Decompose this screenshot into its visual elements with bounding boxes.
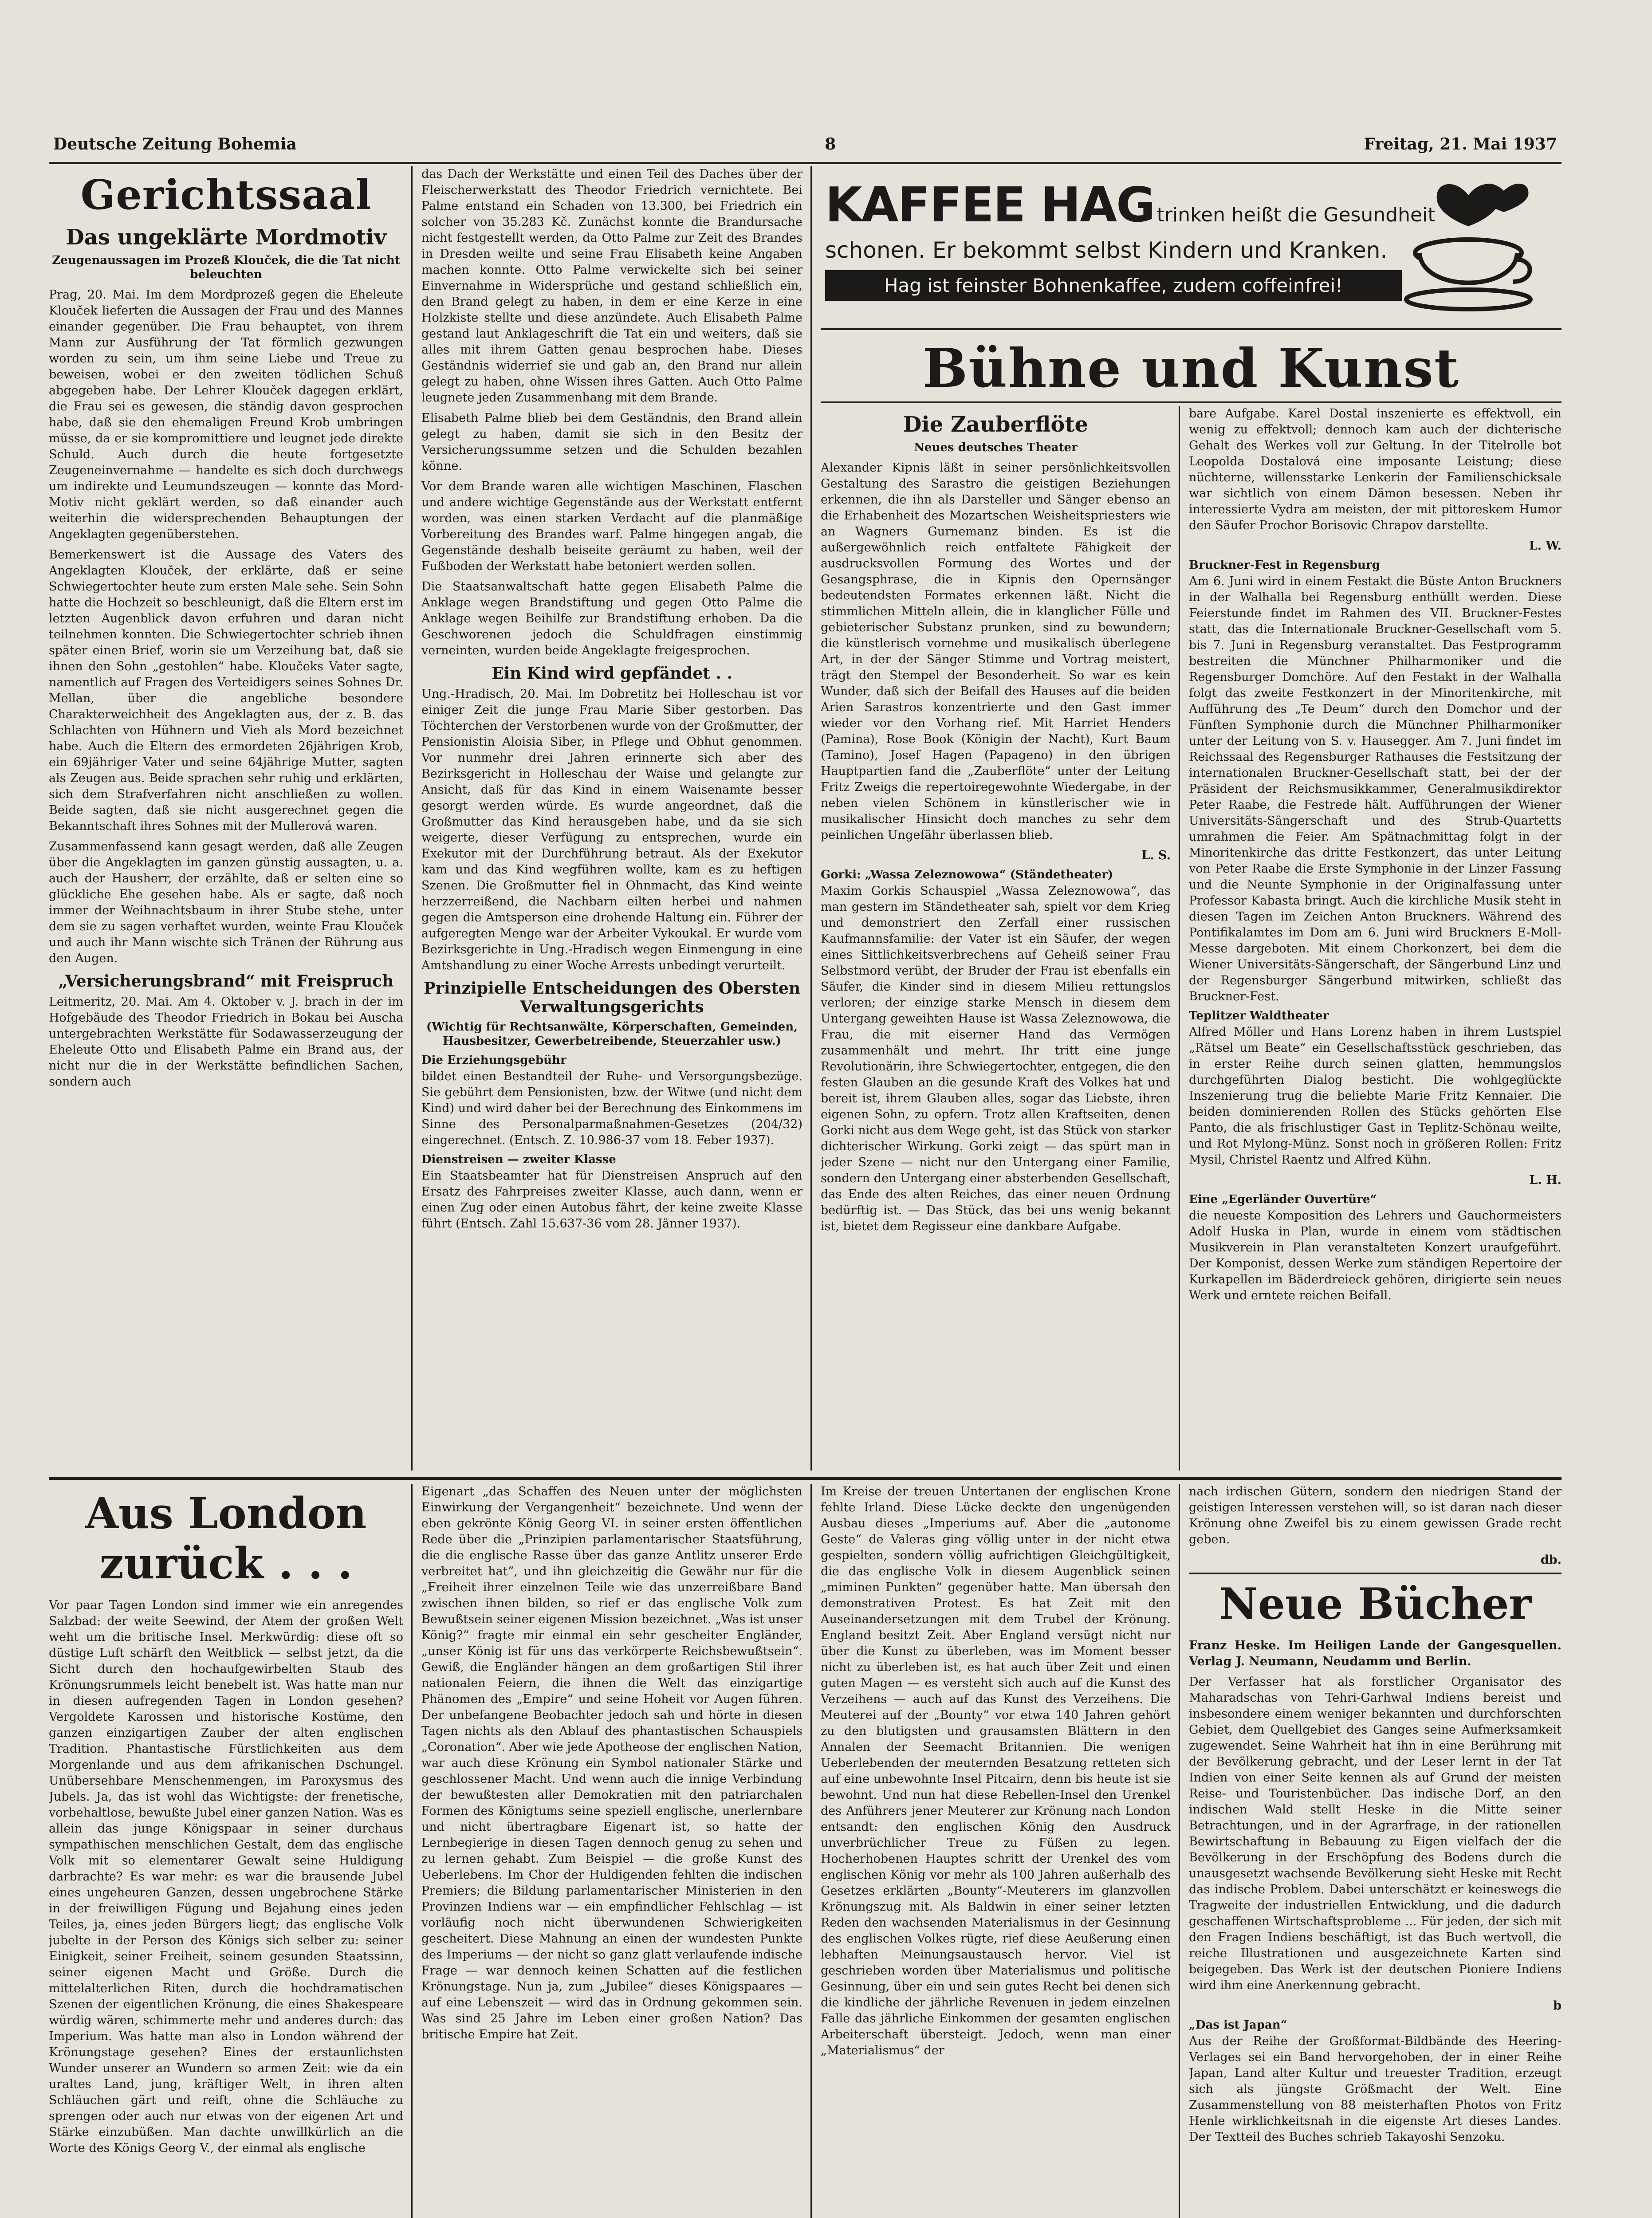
london-column-3 xyxy=(821,1484,1180,2218)
court-column-2 xyxy=(421,166,812,1471)
subsection-title: Bruckner-Fest in Regensburg xyxy=(1189,558,1380,572)
ad-brand: KAFFEE HAG xyxy=(825,177,1155,233)
london-column-1 xyxy=(49,1484,413,2218)
author-signature: b xyxy=(1553,1999,1562,2013)
lower-section-rule xyxy=(49,1477,1562,1480)
subsection-title: Die Erziehungsgebühr xyxy=(421,1054,566,1067)
article-paragraph: Ung.-Hradisch, 20. Mai. Im Dobretitz bei Holleschau ist vor einiger Zeit die junge Frau Marie Siber gestorben. Das Töchterchen der Verstorbenen wurde von der Großmutter, der Pensionistin Aloisia Siber, in Pflege und Obhut genommen. Vor nunmehr drei Jahren erinnerte sich aber des Bezirksgericht in Holleschau der Waise und gelangte zur Ansicht, daß für das Kind in einem Waisenamte besser gesorgt werden würde. Es wurde angeordnet, daß die Großmutter das Kind herausgeben habe, und da sie sich weigerte, dieser Verfügung zu entsprechen, wurde ein Exekutor mit der Durchführung betraut. Als der Exekutor kam und das Kind wegführen wollte, kam es zu heftigen Szenen. Die Großmutter fiel in Ohnmacht, das Kind weinte herzzerreißend, die Nachbarn eilten herbei und nahmen gegen die Amtsperson eine drohende Haltung ein. Führer der aufgeregten Menge war der Arbeiter Vykoukal. Er wurde vom Bezirksgerichte in Ung.-Hradisch wegen Einmengung in eine Amtshandlung zu einer Woche Arrests unbedingt verurteilt. xyxy=(421,687,802,972)
kaffee-hag-advertisement xyxy=(825,177,1557,324)
author-signature: L. H. xyxy=(1529,1173,1562,1187)
newspaper-name: Deutsche Zeitung Bohemia xyxy=(53,135,297,153)
article-paragraph: Maxim Gorkis Schauspiel „Wassa Zeleznowowa“, das man gestern im Ständetheater sah, spielt vor dem Krieg und demonstriert den Zerfall einer russischen Kaufmannsfamilie: der Vater ist ein Säufer, der wegen eines Sittlichkeitsverbrechens auf Geheiß seiner Frau Selbstmord verübt, der Bruder der Frau ist ebenfalls ein Säufer, die Kinder sind in diesem Milieu rettungslos verloren; der einzige starke Mensch in diesem dem Untergang geweihten Hause ist Wassa Zeleznowowa, die Frau, die mit eiserner Hand das Vermögen zusammenhält und mehrt. Ihr tritt eine junge Revolutionärin, ihre Schwiegertochter, entgegen, die den festen Glauben an die gesunde Kraft des Volkes hat und bereit ist, ihrem Glauben alles, sogar das Liebste, ihren eigenen Sohn, zu opfern. Trotz allen Kraftseiten, denen Gorki nicht aus dem Wege geht, ist das Stück von starker dichterischer Wirkung. Gorki zeigt — das spürt man in jeder Szene — nicht nur den Untergang einer Familie, sondern den Untergang einer absterbenden Gesellschaft, das Ende des alten Reiches, das einer neuen Ordnung bedürftig ist. — Das Stück, das bei uns wenig bekannt ist, bietet dem Regisseur eine dankbare Aufgabe. xyxy=(821,884,1171,1233)
coffee-cup-icon xyxy=(1402,177,1548,315)
buehne-column-1 xyxy=(821,406,1180,1471)
article-headline: Das ungeklärte Mordmotiv xyxy=(66,225,386,250)
author-signature: L. S. xyxy=(1141,849,1171,862)
article-paragraph: nach irdischen Gütern, sondern den niedrigen Stand der geistigen Interessen verstehen will, so ist daran nach dieser Krönung ohne Zweifel bis zu einem gewissen Grade recht geben. xyxy=(1189,1485,1562,1546)
masthead xyxy=(53,129,1557,160)
article-headline: Ein Kind wird gepfändet . . xyxy=(491,664,733,683)
ad-banner: Hag ist feinster Bohnenkaffee, zudem coffeinfrei! xyxy=(825,270,1402,301)
article-subheadline: (Wichtig für Rechtsanwälte, Körperschaften, Gemeinden, Hausbesitzer, Gewerbetreibende, Steuerzahler usw.) xyxy=(426,1020,798,1048)
article-paragraph: Elisabeth Palme blieb bei dem Geständnis, den Brand allein gelegt zu haben, damit sie sich in den Besitz der Versicherungssumme setzen und die Schulden bezahlen könne. xyxy=(421,411,802,473)
page-number: 8 xyxy=(825,135,836,153)
article-headline: Prinzipielle Entscheidungen des Obersten Verwaltungsgerichts xyxy=(423,979,801,1016)
neue-buecher-column xyxy=(1189,1484,1562,2218)
subsection-title: Teplitzer Waldtheater xyxy=(1189,1009,1329,1022)
buehne-section-header xyxy=(821,333,1562,399)
author-signature: L. W. xyxy=(1529,539,1562,553)
article-paragraph: Bemerkenswert ist die Aussage des Vaters des Angeklagten Klouček, der erklärte, daß er seine Schwiegertochter heute zum ersten Male sehe. Sein Sohn hatte die Hochzeit so beschleunigt, daß die Eltern erst im letzten Augenblick davon erfuhren und daran nicht teilnehmen konnten. Die Schwiegertochter schrieb ihnen später einen Brief, worin sie um Verzeihung bat, daß sie ihnen den Sohn „gestohlen“ habe. Kloučeks Vater sagte, namentlich auf Fragen des Verteidigers seines Sohnes Dr. Mellan, über die angebliche besondere Charakterweichheit des Angeklagten aus, der z. B. das Schlachten von Hühnern und Vieh als Mord bezeichnet habe. Auch die Eltern des ermordeten 26jährigen Krob, ein 69jähriger Vater und seine 64jährige Mutter, sagten als Zeugen aus. Beide sprachen sehr ruhig und erklärten, sich dem Strafverfahren nicht anschließen zu wollen. Beide sagten, daß sie nicht ausgerechnet gegen die Bekanntschaft ihres Sohnes mit der Mullerová waren. xyxy=(49,548,403,833)
article-paragraph: Am 6. Juni wird in einem Festakt die Büste Anton Bruckners in der Walhalla bei Regensburg enthüllt werden. Diese Feierstunde findet im Rahmen des VII. Bruckner-Festes statt, das die Internationale Bruckner-Gesellschaft vom 5. bis 7. Juni in Regensburg veranstaltet. Das Festprogramm bestreiten die Münchner Philharmoniker und die Regensburger Domchöre. Auf den Festakt in der Walhalla folgt das zweite Festkonzert in der Minoritenkirche, mit Aufführung des „Te Deum“ durch den Domchor und der Fünften Symphonie durch die Münchner Philharmoniker unter der Leitung von S. v. Hausegger. Am 7. Juni findet im Reichssaal des Regensburger Rathauses die Festsitzung der internationalen Bruckner-Gesellschaft statt, bei der der Präsident der Reichsmusikkammer, Generalmusikdirektor Peter Raabe, die Festrede hält. Aufführungen der Wiener Universitäts-Sängerschaft und des Strub-Quartetts umrahmen die Feier. Am Spätnachmittag folgt in der Minoritenkirche das dritte Festkonzert, das unter Leitung von Peter Raabe die Erste Symphonie in der Linzer Fassung und die Neunte Symphonie in der Originalfassung unter Professor Kabasta bringt. Auch die kirchliche Musik steht in diesen Tagen im Zeichen Anton Bruckners. Während des Pontifikalamtes im Dom am 6. Juni wird Bruckners E-Moll-Messe dargeboten. Mit einem Chorkonzert, bei dem die Wiener Universitäts-Sängerschaft, der Sängerbund Linz und der Regensburger Sängerbund mitwirken, schließt das Bruckner-Fest. xyxy=(1189,574,1562,1003)
article-paragraph: Alfred Möller und Hans Lorenz haben in ihrem Lustspiel „Rätsel um Beate“ ein Gesellschaftsstück geschrieben, das in erster Reihe durch seinen glatten, hemmungslos durchgeführten Dialog besticht. Die wohlgeglückte Inszenierung trug die beliebte Marie Fritz Kennaier. Die beiden dominierenden Rollen des Stücks gehörten Else Panto, die als frischlustiger Gast in Teplitz-Schönau weilte, und Rot Mylong-Münz. Sonst noch in größeren Rollen: Fritz Mysil, Christel Raentz und Alfred Kühn. xyxy=(1189,1025,1562,1167)
issue-date: Freitag, 21. Mai 1937 xyxy=(1364,135,1557,153)
article-subheadline: Zeugenaussagen im Prozeß Klouček, die die Tat nicht beleuchten xyxy=(52,254,400,281)
article-paragraph: Eigenart „das Schaffen des Neuen unter der möglichsten Einwirkung der Vergangenheit“ bezeichnete. Und wenn der eben gekrönte König Georg VI. in seiner ersten öffentlichen Rede über die „Prinzipien parlamentarischer Staatsführung, die die englische Rasse über das ganze Antlitz unserer Erde verbreitet hat“, und ihn gleichzeitig die Gewähr nur für die „Freiheit ihrer einzelnen Teile wie das unzerreißbare Band zwischen ihnen bilden, so rief er das englische Volk zum Bewußtsein seiner eigenen Mission bezeichnet. „Was ist unser König?“ fragte mir einmal ein sehr gescheiter Engländer, „unser König ist für uns das verkörperte Reichsbewußtsein“. Gewiß, die Engländer hängen an dem großartigen Stil ihrer nationalen Feiern, die ihnen die Welt das einzigartige Phänomen des „Empire“ und seine Hoheit vor Augen führen. Der unbefangene Beobachter jedoch sah und hörte in diesen Tagen nichts als den Ablauf des phantastischen Schauspiels „Coronation“. Aber wie jede Apotheose der englischen Nation, war auch diese Krönung ein Symbol nationaler Stärke und geschlossener Macht. Und wenn auch die innige Verbindung der bewußtesten aller Demokratien mit den patriarchalen Formen des Königtums seine speziell englische, unerlernbare und nicht übertragbare Eigenart ist, so hatte der Lernbegierige in diesen Tagen dennoch genug zu sehen und zu lernen gehabt. Zum Beispiel — die große Kunst des Ueberlebens. Im Chor der Huldigenden fehlten die indischen Premiers; die Bildung parlamentarischer Ministerien in den Provinzen Indiens war — ein empfindlicher Fehlschlag — ist vorläufig noch nicht überwundenen Schwierigkeiten gescheitert. Diese Mahnung an einen der wundesten Punkte des Imperiums — der nicht so ganz glatt verlaufende indische Frage — war dennoch keinen Schatten auf die festlichen Krönungstage. Nun ja, zum „Jubilee“ dieses Königspaares — auf eine Lebenszeit — wird das in Ordnung gekommen sein. Was sind 25 Jahre im Leben einer großen Nation? Das britische Empire hat Zeit. xyxy=(421,1485,802,2041)
article-paragraph: Zusammenfassend kann gesagt werden, daß alle Zeugen über die Angeklagten im ganzen günstig aussagten, u. a. auch der Hausherr, der erzählte, daß er selten eine so glückliche Ehe gesehen habe. Als er sagte, daß noch immer der Weihnachtsbaum in ihrer Stube stehe, unter dem sie zu sagen verhaftet wurden, weinte Frau Klouček und auch ihr Mann wischte sich Tränen der Rührung aus den Augen. xyxy=(49,840,403,965)
subsection-title: Dienstreisen — zweiter Klasse xyxy=(421,1153,616,1166)
article-paragraph: Aus der Reihe der Großformat-Bildbände des Heering-Verlages sei ein Band hervorgehoben, der in einer Reihe Japan, Land alter Kultur und treuester Tradition, erzeugt sich als jüngste Größmacht der Welt. Eine Zusammenstellung von 88 meisterhaften Photos von Fritz Henle wirklichkeitsnah in die eigenste Art dieses Landes. Der Textteil des Buches schrieb Takayoshi Senzoku. xyxy=(1189,2034,1562,2144)
buehne-column-2 xyxy=(1189,406,1562,1471)
article-paragraph: bildet einen Bestandteil der Ruhe- und Versorgungsbezüge. Sie gebührt dem Pensionisten, bzw. der Witwe (und nicht dem Kind) und wird daher bei der Berechnung des Einkommens im Sinne des Personalparmaßnahmen-Gesetzes (204/32) eingerechnet. (Entsch. Z. 10.986-37 vom 18. Feber 1937). xyxy=(421,1070,802,1147)
author-signature: db. xyxy=(1540,1553,1562,1567)
ad-rule xyxy=(821,328,1562,330)
article-paragraph: bare Aufgabe. Karel Dostal inszenierte es effektvoll, ein wenig zu effektvoll; dennoch kam auch der dichterische Gehalt des Werkes voll zur Geltung. In der Titelrolle bot Leopolda Dostalová eine imposante Leistung; diese nüchterne, willensstarke Lenkerin der Familienschicksale war sichtlich von einem Dämon besessen. Neben ihr interessierte Vydra am meisten, der mit pittoreskem Humor den Säufer Prochor Borisovic Chrapov darstellte. xyxy=(1189,407,1562,532)
subsection-title: „Das ist Japan“ xyxy=(1189,2018,1287,2032)
article-paragraph: die neueste Komposition des Lehrers und Gauchormeisters Adolf Huska in Plan, wurde in einem vom städtischen Musikverein in Plan veranstalteten Konzert uraufgeführt. Der Komponist, dessen Werke zum ständigen Repertoire der Kurkapellen im Bäderdreieck gehören, dirigierte sein neues Werk und erntete reichen Beifall. xyxy=(1189,1209,1562,1302)
section-title-buehne: Bühne und Kunst xyxy=(922,337,1460,399)
article-paragraph: Leitmeritz, 20. Mai. Am 4. Oktober v. J. brach in der im Hofgebäude des Theodor Friedrich in Bokau bei Auscha untergebrachten Werkstätte für Sodawasserzeugung der Eheleute Otto und Elisabeth Palme ein Brand aus, der nicht nur die in der Werkstätte befindlichen Sachen, sondern auch xyxy=(49,995,403,1089)
london-column-2 xyxy=(421,1484,812,2218)
article-paragraph: Im Kreise der treuen Untertanen der englischen Krone fehlte Irland. Diese Lücke deckte den ungenügenden Ausbau dieses „Imperiums auf. Aber die „autonome Geste“ de Valeras ging völlig unter in der nicht etwa gespielten, sondern völlig aufrichtigen Gleichgültigkeit, die das englische Volk in diesem Augenblick seinen „miminen Punkten“ gegenüber hatte. Man übersah den demonstrativen Protest. Es hat Zeit mit den Auseinandersetzungen mit dem Trubel der Krönung. England besitzt Zeit. Aber England versügt nicht nur über die Kunst zu überleben, was im Moment besser nicht zu überleben ist, es hat auch über Zeit und einen guten Magen — es versteht sich auch auf die Kunst des Verzeihens — auch auf das Kunst des Verzeihens. Die Meuterei auf der „Bounty“ vor etwa 140 Jahren gehört zu den blutigsten und grausamsten Blättern in den Annalen der Seemacht Britannien. Die wenigen Ueberlebenden der meuternden Besatzung retteten sich auf eine unbewohnte Insel Pitcairn, denn bis heute ist sie bewohnt. Und nun hat diese Rebellen-Insel den Urenkel des Anführers jener Meuterer zur Krönung nach London entsandt: den englischen König den Ausdruck unverbrüchlicher Treue zu Füßen zu legen. Hocherhobenen Hauptes schritt der Urenkel des vom englischen König vor mehr als 100 Jahren außerhalb des Gesetzes erklärten „Bounty“-Meuterers im glanzvollen Krönungszug mit. Als Baldwin in einer seiner letzten Reden den wachsenden Materialismus in der Gesinnung des englischen Volkes rügte, rief diese Aeußerung einen lebhaften Meinungsaustausch hervor. Viel ist geschrieben worden über Materialismus und politische Gesinnung, über ein und sein gutes Recht bei denen sich die kindliche der jährliche Revenuen in jedem einzelnen Falle das jährliche Einkommen der gesamten englischen Arbeiterschaft übersteigt. Jedoch, wenn man einer „Materialismus“ der xyxy=(821,1485,1171,2057)
ad-tagline-2: schonen. Er bekommt selbst Kindern und Kranken. xyxy=(825,237,1388,263)
article-headline: „Versicherungsbrand“ mit Freispruch xyxy=(58,972,394,991)
subsection-title: Gorki: „Wassa Zeleznowowa“ (Ständetheater) xyxy=(821,868,1113,881)
article-paragraph: das Dach der Werkstätte und einen Teil des Daches über der Fleischerwerkstatt des Theodor Friedrich vernichtete. Bei Palme entstand ein Schaden von 13.300, bei Friedrich ein solcher von 35.283 Kč. Zunächst konnte die Brandursache nicht festgestellt werden, da Otto Palme zur Zeit des Brandes in Dresden weilte und seine Frau Elisabeth keine Angaben machen konnte. Otto Palme verwickelte sich bei seiner Einvernahme in Widersprüche und gestand schließlich ein, den Brand gelegt zu haben, in dem er eine Kerze in eine Holzkiste stellte und diese anzündete. Auch Elisabeth Palme gestand laut Anklageschrift die Tat ein und weiters, daß sie alles mit ihrem Gatten genau besprochen habe. Dieses Geständnis widerrief sie und gab an, den Brand nur allein gelegt zu haben, ohne Wissen ihres Gatten. Auch Otto Palme leugnete jeden Zusammenhang mit dem Brande. xyxy=(421,167,802,405)
article-paragraph: Der Verfasser hat als forstlicher Organisator des Maharadschas von Tehri-Garhwal Indiens bereist und insbesondere einem weniger bekannten und durchforschten Gebiet, dem Quellgebiet des Ganges seine Aufmerksamkeit zugewendet. Seine Wahrheit hat ihn in eine Berührung mit der Bevölkerung gebracht, und der Leser lernt in der Tat Indien von einer Seite kennen als auf Grund der meisten Reise- und Touristenbücher. Das indische Dorf, an den indischen Wald stellt Heske in die Mitte seiner Betrachtungen, und in der Agrarfrage, in der rationellen Bewirtschaftung in Bebauung zu Eigen vielfach der die Bevölkerung in der Erschöpfung des Bodens durch die unausgesetzt wachsende Bevölkerung sieht Heske mit Recht das indische Problem. Dabei unterschätzt er keineswegs die Tragweite der industriellen Entwicklung, und die dadurch geschaffenen Wirtschaftsprobleme ... Für jeden, der sich mit den Fragen Indiens beschäftigt, ist das Buch wertvoll, die reiche Illustrationen und ausgezeichnete Karten sind beigegeben. Das Werk ist der deutschen Pioniere Indiens wird ihm eine Anerkennung gebracht. xyxy=(1189,1675,1562,1992)
article-subheadline: Neues deutsches Theater xyxy=(914,441,1078,454)
subsection-title: Eine „Egerländer Ouvertüre“ xyxy=(1189,1193,1377,1206)
masthead-rule xyxy=(49,162,1562,164)
buehne-rule xyxy=(821,401,1562,403)
article-title-london: Aus London zurück . . . xyxy=(85,1488,367,1589)
article-paragraph: Alexander Kipnis läßt in seiner persönlichkeitsvollen Gestaltung des Sarastro die geistigen Beziehungen erkennen, die ihn als Darsteller und Sänger ebenso an die Erhabenheit des Mozartschen Weisheitspriesters wie an Wagners Gurnemanz binden. Es ist die außergewöhnlich reich entfaltete Fähigkeit der ausdrucksvollen Formung des Wortes und der Gesangsphrase, die in Kipnis den Opernsänger bedeutendsten Formates erkennen läßt. Nicht die stimmlichen Mitteln allein, die in klanglicher Fülle und gebieterischer Substanz prunken, sind zu bewundern; die künstlerisch vornehme und musikalisch überlegene Art, in der der Sänger Stimme und Vortrag meistert, trägt den Stempel der Besonderheit. So war es kein Wunder, daß sich der Beifall des Hauses auf die beiden Arien Sarastros konzentrierte und den Gast immer wieder vor den Vorhang rief. Mit Harriet Henders (Pamina), Rose Book (Königin der Nacht), Kurt Baum (Tamino), Josef Hagen (Papageno) in den übrigen Hauptpartien fand die „Zauberflöte“ unter der Leitung Fritz Zweigs die repertoiregewohnte Wiedergabe, in der neben vielen Schönem in künstlerischer wie in musikalischer Hinsicht doch manches zu sehr dem peinlichen Ungefähr überlassen blieb. xyxy=(821,461,1171,842)
buecher-rule xyxy=(1189,1573,1562,1574)
article-paragraph: Vor paar Tagen London sind immer wie ein anregendes Salzbad: der weite Seewind, der Atem der großen Welt weht um die britische Insel. Merkwürdig: diese oft so düstige Luft schärft den Weitblick — selbst jetzt, da die Sicht durch den hochaufgewirbelten Staub des Krönungsrummels leicht benebelt ist. Was hatte man nur in diesen aufregenden Tagen in London gesehen? Vergoldete Karossen und historische Kostüme, den ganzen einzigartigen Zauber der alten englischen Tradition. Phantastische Fürstlichkeiten aus dem Morgenlande und aus dem afrikanischen Dschungel. Unübersehbare Menschenmengen, im Paroxysmus des Jubels. Ja, das ist wohl das Wichtigste: der frenetische, vorbehaltlose, bewußte Jubel einer ganzen Nation. Was es allein das junge Königspaar in seiner durchaus sympathischen menschlichen Gestalt, dem das englische Volk mit so elementarer Gewalt seine Huldigung darbrachte? Es war mehr: es war die brausende Jubel eines ungeheuren Ganzen, dessen ungebrochene Stärke in der freiwilligen Fügung und Bejahung eines jeden Teiles, ja, eines jeden Bürgers liegt; das englische Volk jubelte in der Person des Königs sich selber zu: seiner Einigkeit, seiner Freiheit, seinem gesunden Staatssinn, seiner eigenen Macht und Größe. Durch die mittelalterlichen Riten, durch die hochdramatischen Szenen der eigentlichen Krönung, die eines Shakespeare würdig wären, schimmerte mehr und anderes durch: das Imperium. Was hatte man also in London während der Krönungstage gesehen? Eines der erstaunlichsten Wunder unserer an Wundern so armen Zeit: wie da ein uraltes Land, jung, kräftiger Welt, in ihren alten Schläuchen gärt und reift, ohne die Schläuche zu sprengen oder auch nur etwas von der eigenen Art und Stärke einzubüßen. Man dachte unwillkürlich an die Worte des Königs Georg V., der einmal als englische xyxy=(49,1598,403,2155)
article-headline: Die Zauberflöte xyxy=(903,412,1089,437)
article-paragraph: Vor dem Brande waren alle wichtigen Maschinen, Flaschen und andere wichtige Gegenstände aus der Werkstatt entfernt worden, was einen starken Verdacht auf die planmäßige Vorbereitung des Brandes warf. Palme hingegen angab, die Gegenstände deshalb beiseite geräumt zu haben, weil der Fußboden der Werkstatt habe betoniert werden sollen. xyxy=(421,480,802,573)
section-title-gerichtssaal: Gerichtssaal xyxy=(80,171,372,219)
ad-tagline: trinken heißt die Gesundheit xyxy=(1156,204,1436,226)
article-paragraph: Prag, 20. Mai. Im dem Mordprozeß gegen die Eheleute Klouček lieferten die Aussagen der Frau und des Mannes einander gegenüber. Die Frau behauptet, von ihrem Mann zur Ausführung der Tat förmlich gezwungen worden zu sein, um ihm seine Liebe und Treue zu beweisen, wobei er den zweiten tödlichen Schuß abgegeben habe. Der Lehrer Klouček dagegen erklärt, die Frau sei es gewesen, die ständig davon gesprochen habe, daß sie den ehemaligen Freund Krob umbringen müsse, da er sie kompromittiere und leugnet jede direkte Schuld. Auch durch die heute fortgesetzte Zeugeneinvernahme — handelte es sich doch durchwegs um indirekte und Leumundszeugen — konnte das Mord-Motiv nicht geklärt werden, so daß einander auch weiterhin die widersprechenden Behauptungen der Angeklagten gegenüberstehen. xyxy=(49,288,403,541)
gerichtssaal-column xyxy=(49,166,413,1471)
article-paragraph: Die Staatsanwaltschaft hatte gegen Elisabeth Palme die Anklage wegen Brandstiftung und gegen Otto Palme die Anklage wegen Beihilfe zur Brandstiftung erhoben. Da die Geschworenen jedoch die Schuldfragen einstimmig verneinten, wurden beide Angeklagte freigesprochen. xyxy=(421,580,802,657)
book-citation: Franz Heske. Im Heiligen Lande der Gangesquellen. Verlag J. Neumann, Neudamm und Berlin. xyxy=(1189,1639,1562,1668)
section-title-neue-buecher: Neue Bücher xyxy=(1219,1579,1531,1629)
article-paragraph: Ein Staatsbeamter hat für Dienstreisen Anspruch auf den Ersatz des Fahrpreises zweiter Klasse, auch dann, wenn er einen Zug oder einen Autobus fährt, der keine zweite Klasse führt (Entsch. Zahl 15.637-36 vom 28. Jänner 1937). xyxy=(421,1169,802,1231)
